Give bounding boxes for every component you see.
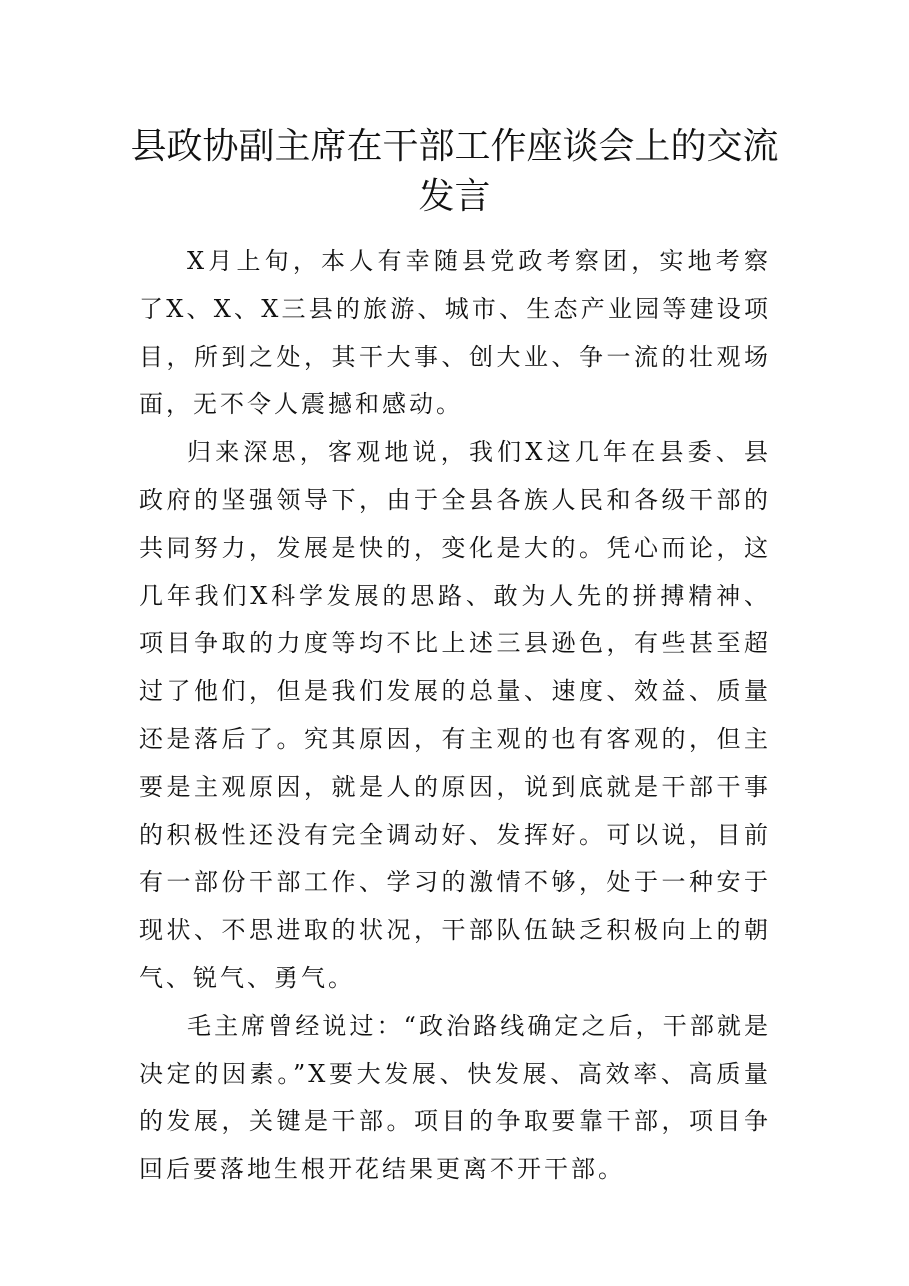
document-body: [139, 238, 771, 1194]
paragraph-1: X月上旬，本人有幸随县党政考察团，实地考察了X、X、X三县的旅游、城市、生态产业园等建设项目，所到之处，其干大事、创大业、争一流的壮观场面，无不令人震撼和感动。: [139, 247, 771, 419]
paragraph-3: 毛主席曾经说过：“政治路线确定之后，干部就是决定的因素。”X要大发展、快发展、高效率、高质量的发展，关键是干部。项目的争取要靠干部，项目争回后要落地生根开花结果更离不开干部。: [139, 1011, 771, 1184]
document-title: 县政协副主席在干部工作座谈会上的交流发言: [130, 126, 779, 217]
paragraph-2: 归来深思，客观地说，我们X这几年在县委、县政府的坚强领导下，由于全县各族人民和各级干部的共同努力，发展是快的，变化是大的。凭心而论，这几年我们X科学发展的思路、敢为人先的拼搏精神、项目争取的力度等均不比上述三县逊色，有些甚至超过了他们，但是我们发展的总量、速度、效益、质量还是落后了。究其原因，有主观的也有客观的，但主要是主观原因，就是人的原因，说到底就是干部干事的积极性还没有完全调动好、发挥好。可以说，目前有一部份干部工作、学习的激情不够，处于一种安于现状、不思进取的状况，干部队伍缺乏积极向上的朝气、锐气、勇气。: [139, 438, 771, 992]
